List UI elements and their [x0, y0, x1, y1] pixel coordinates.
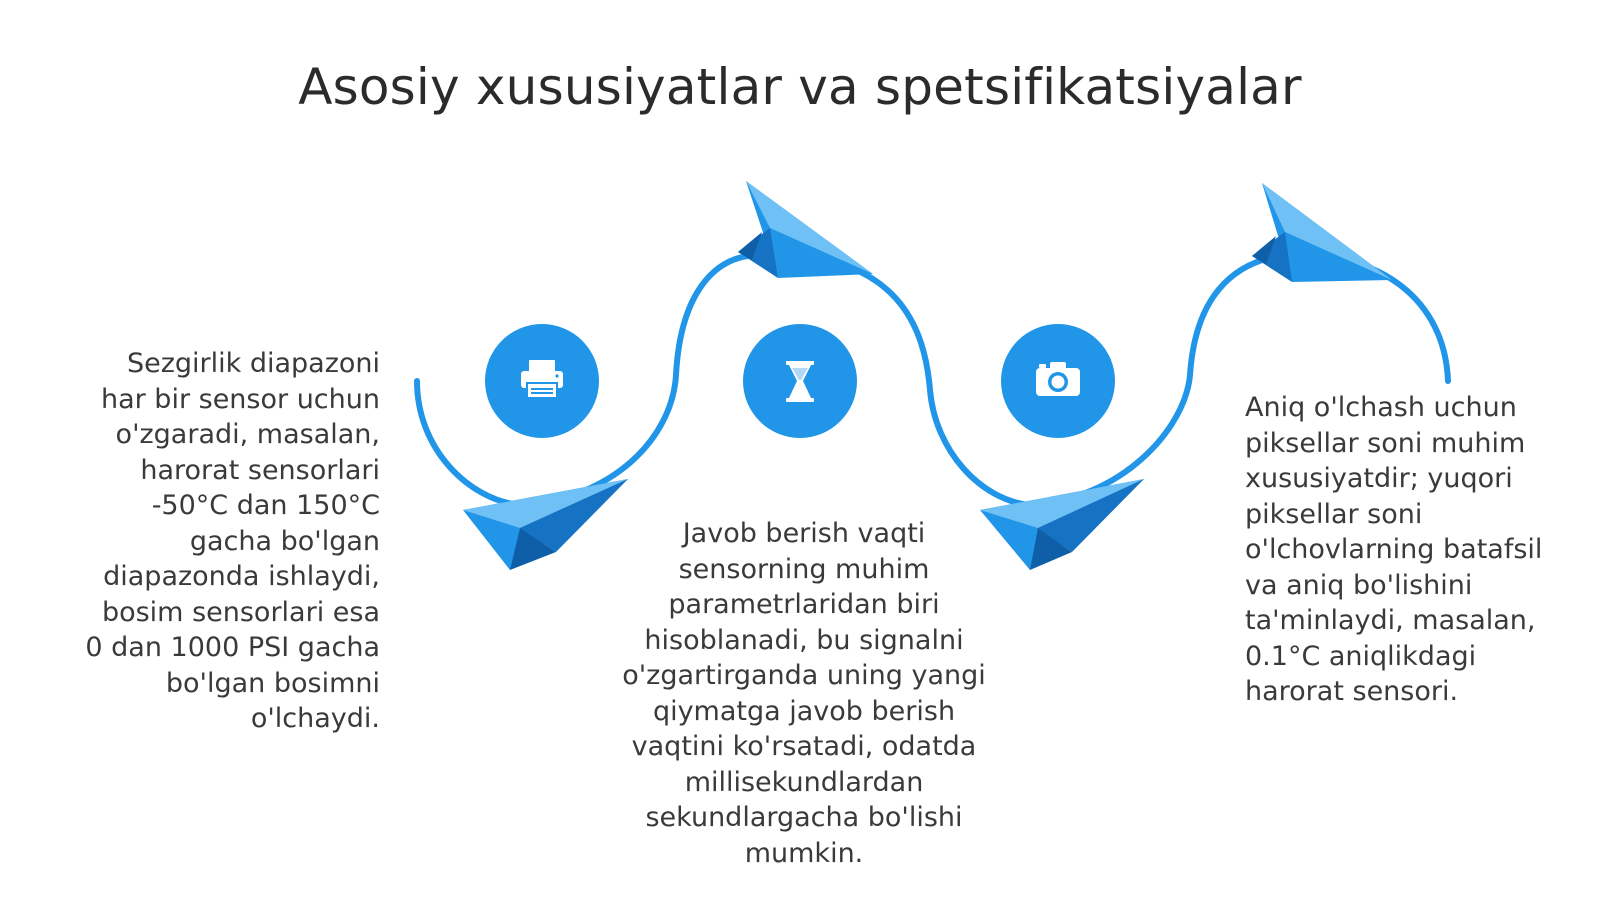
step-3-description: Aniq o'lchash uchun piksellar soni muhim xususiyatdir; yuqori piksellar soni o'lchovlarning batafsil va aniq bo'lishini ta'minlaydi, masalan, 0.1°C aniqlikdagi harorat sensori. — [1245, 392, 1543, 707]
step-2-badge — [743, 324, 857, 438]
paper-plane-icon — [738, 181, 873, 278]
step-1-badge — [485, 324, 599, 438]
step-3-badge — [1001, 324, 1115, 438]
step-2-description: Javob berish vaqti sensorning muhim parametrlaridan biri hisoblanadi, bu signalni o'zgartirganda uning yangi qiymatga javob berish vaqtini ko'rsatadi, odatda millisekundlardan sekundlargacha bo'lishi mumkin. — [622, 518, 986, 869]
paper-plane-icon — [1252, 183, 1392, 282]
step-1-description: Sezgirlik diapazoni har bir sensor uchun o'zgaradi, masalan, harorat sensorlari -50°C dan 150°C gacha bo'lgan diapazonda ishlaydi, bosim sensorlari esa 0 dan 1000 PSI gacha bo'lgan bosimni o'lchaydi. — [85, 348, 380, 734]
page-title: Asosiy xususiyatlar va spetsifikatsiyalar — [298, 58, 1302, 116]
